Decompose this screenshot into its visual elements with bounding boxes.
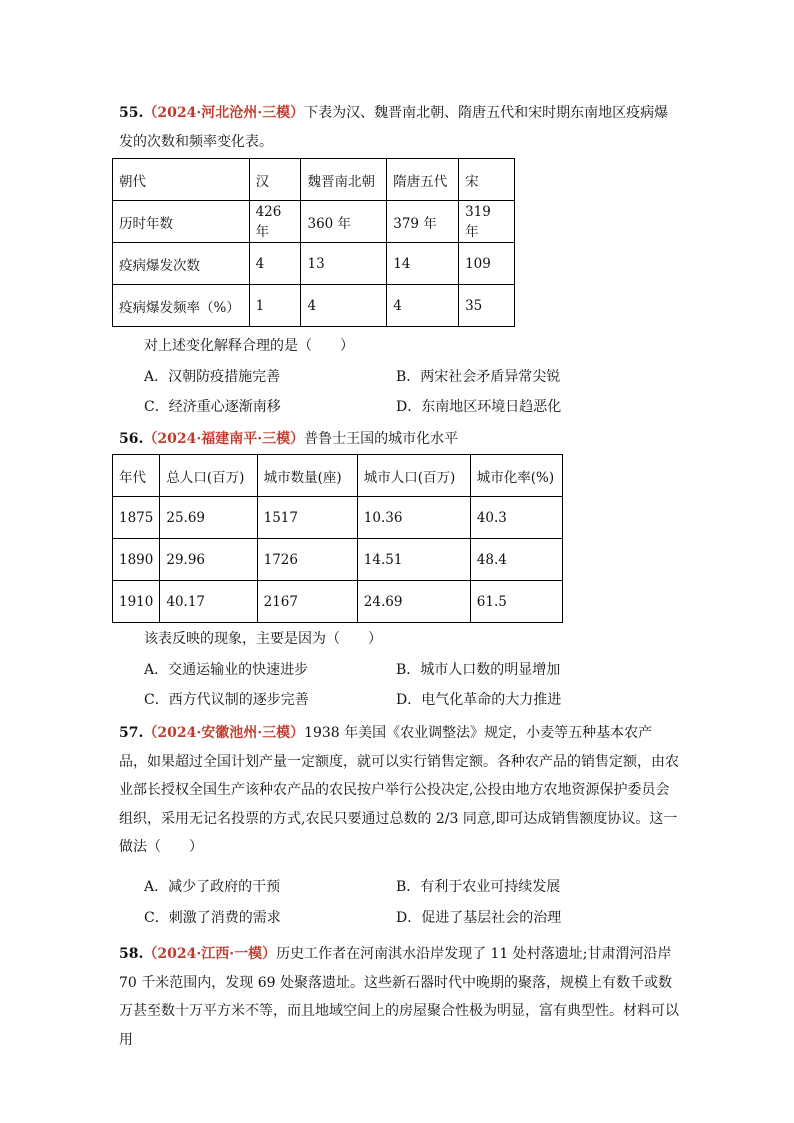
question-57-stem (119, 719, 679, 862)
option-d[interactable]: D．电气化革命的大力推进 (396, 692, 562, 708)
table-row (113, 581, 563, 623)
table-cell: 29.96 (160, 539, 257, 581)
question-text: 下表为汉、魏晋南北朝、隋唐五代和宋时期东南地区疫病爆发的次数和频率变化表。 (119, 105, 669, 150)
table-cell: 1890 (113, 539, 160, 581)
option-a[interactable]: A．减少了政府的干预 (144, 879, 281, 895)
question-prompt: 对上述变化解释合理的是（ ） (144, 338, 354, 354)
question-source: （2024·福建南平·三模） (143, 431, 305, 447)
table-cell: 48.4 (470, 539, 562, 581)
table-row (113, 455, 563, 497)
table-row (113, 285, 515, 327)
table-cell: 魏晋南北朝 (301, 159, 387, 201)
option-a[interactable]: A．交通运输业的快速进步 (144, 662, 309, 678)
table-cell: 109 (459, 243, 515, 285)
table-cell: 14 (387, 243, 459, 285)
table-row (113, 497, 563, 539)
table-cell: 4 (301, 285, 387, 327)
table-cell: 隋唐五代 (387, 159, 459, 201)
question-source: （2024·河北沧州·三模） (143, 105, 305, 121)
table-cell: 379 年 (387, 201, 459, 243)
option-b[interactable]: B．两宋社会矛盾异常尖锐 (396, 369, 561, 385)
table-cell: 10.36 (357, 497, 470, 539)
question-text: 历史工作者在河南淇水沿岸发现了 11 处村落遗址;甘肃渭河沿岸 70 千米范围内，发现 69 处聚落遗址。这些新石器时代中晚期的聚落，规模上有数千或数万甚至数十万平方米不等，而且地域空间上的房屋聚合性极为明显，富有典型性。材料可以用 (119, 946, 679, 1048)
table-cell: 城市数量(座) (257, 455, 357, 497)
table-cell: 61.5 (470, 581, 562, 623)
table-cell: 35 (459, 285, 515, 327)
option-b[interactable]: B．城市人口数的明显增加 (396, 662, 561, 678)
question-number: 56. (119, 431, 144, 447)
question-55-stem (119, 99, 679, 156)
option-d[interactable]: D．东南地区环境日趋恶化 (396, 399, 562, 415)
table-row (113, 243, 515, 285)
question-number: 58. (119, 946, 144, 962)
question-text: 普鲁士王国的城市化水平 (304, 431, 459, 447)
table-cell: 疫病爆发频率（%） (113, 285, 250, 327)
table-cell: 24.69 (357, 581, 470, 623)
question-source: （2024·安徽池州·三模） (143, 725, 305, 741)
table-cell: 360 年 (301, 201, 387, 243)
dynasty-epidemic-table (112, 158, 515, 327)
table-cell: 朝代 (113, 159, 250, 201)
table-cell: 25.69 (160, 497, 257, 539)
table-cell: 40.17 (160, 581, 257, 623)
table-cell: 宋 (459, 159, 515, 201)
table-cell: 4 (387, 285, 459, 327)
table-cell: 1875 (113, 497, 160, 539)
question-source: （2024·江西·一模） (143, 946, 277, 962)
table-cell: 1517 (257, 497, 357, 539)
option-c[interactable]: C．西方代议制的逐步完善 (144, 692, 309, 708)
question-number: 57. (119, 725, 144, 741)
table-cell: 总人口(百万) (160, 455, 257, 497)
table-row (113, 539, 563, 581)
table-cell: 1726 (257, 539, 357, 581)
table-cell: 2167 (257, 581, 357, 623)
table-cell: 319 年 (459, 201, 515, 243)
table-cell: 14.51 (357, 539, 470, 581)
table-cell: 历时年数 (113, 201, 250, 243)
table-row (113, 201, 515, 243)
table-cell: 年代 (113, 455, 160, 497)
table-cell: 汉 (249, 159, 301, 201)
table-cell: 40.3 (470, 497, 562, 539)
table-row (113, 159, 515, 201)
option-b[interactable]: B．有利于农业可持续发展 (396, 879, 561, 895)
option-c[interactable]: C．经济重心逐渐南移 (144, 399, 281, 415)
table-cell: 城市人口(百万) (357, 455, 470, 497)
question-56-stem (119, 425, 679, 454)
table-cell: 426 年 (249, 201, 301, 243)
option-c[interactable]: C．刺激了消费的需求 (144, 910, 281, 926)
option-d[interactable]: D．促进了基层社会的治理 (396, 910, 562, 926)
question-number: 55. (119, 105, 144, 121)
table-cell: 1 (249, 285, 301, 327)
table-cell: 城市化率(%) (470, 455, 562, 497)
question-58-stem (119, 940, 679, 1054)
question-prompt: 该表反映的现象，主要是因为（ ） (144, 631, 382, 647)
table-cell: 疫病爆发次数 (113, 243, 250, 285)
table-cell: 1910 (113, 581, 160, 623)
table-cell: 13 (301, 243, 387, 285)
option-a[interactable]: A．汉朝防疫措施完善 (144, 369, 281, 385)
table-cell: 4 (249, 243, 301, 285)
prussia-urbanization-table (112, 454, 563, 623)
question-text: 1938 年美国《农业调整法》规定，小麦等五种基本农产品，如果超过全国计划产量一定额度，就可以实行销售定额。各种农产品的销售定额，由农业部长授权全国生产该种农产品的农民按户举行公投决定,公投由地方农地资源保护委员会组织，采用无记名投票的方式,农民只要通过总数的 2/3 同意,即可达成销售额度协议。这一做法（ ） (119, 725, 679, 855)
